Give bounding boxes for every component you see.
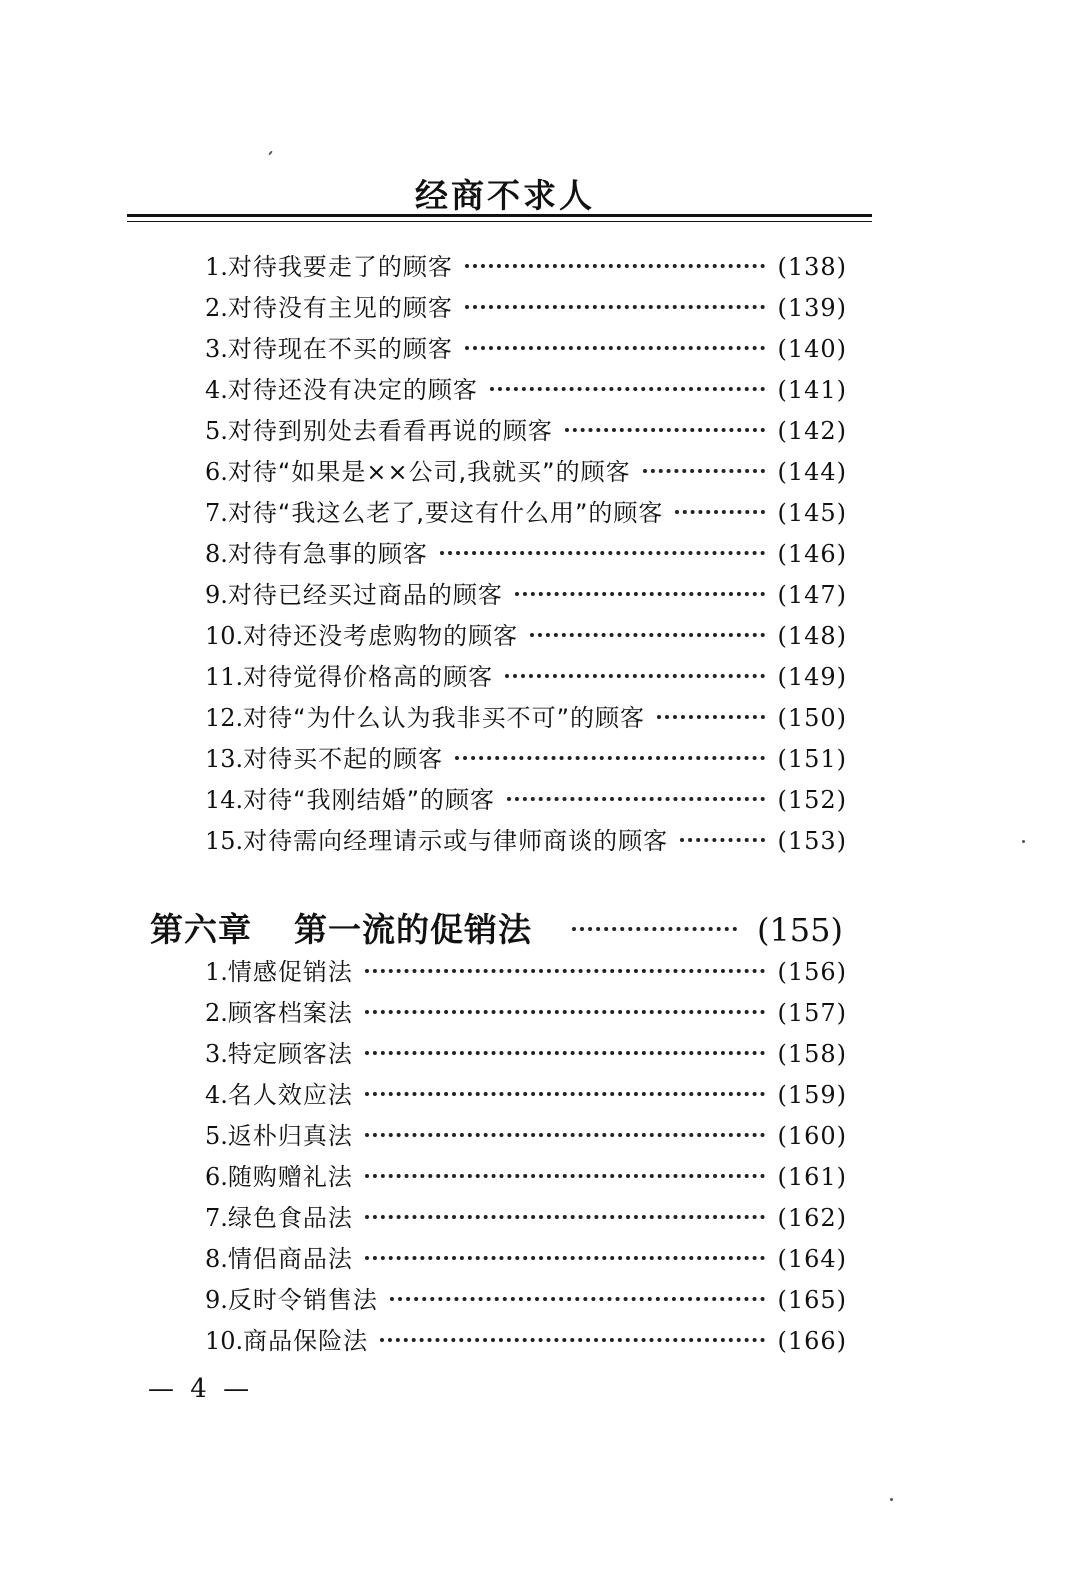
entry-number: 1. bbox=[205, 253, 228, 281]
dot-leader bbox=[657, 715, 765, 719]
toc-entry bbox=[205, 993, 847, 1034]
entry-number: 12. bbox=[205, 704, 244, 732]
dot-leader bbox=[565, 428, 766, 432]
entry-page-number: (149) bbox=[777, 663, 847, 691]
dot-leader bbox=[365, 1256, 766, 1260]
entry-page-number: (147) bbox=[777, 581, 847, 609]
entry-number: 8. bbox=[205, 1245, 228, 1273]
entry-page-number: (138) bbox=[777, 253, 847, 281]
toc-entry bbox=[205, 534, 847, 575]
toc-entry bbox=[205, 698, 847, 739]
scan-speck bbox=[268, 150, 273, 155]
toc-entry bbox=[205, 329, 847, 370]
entry-number: 10. bbox=[205, 622, 244, 650]
entry-number: 6. bbox=[205, 1163, 228, 1191]
toc-entry bbox=[205, 1075, 847, 1116]
toc-entry bbox=[205, 1321, 847, 1362]
entry-title: 对待觉得价格高的顾客 bbox=[243, 663, 494, 691]
toc-entry bbox=[205, 1239, 847, 1280]
entry-title: 反时令销售法 bbox=[227, 1286, 378, 1314]
entry-number: 3. bbox=[205, 335, 228, 363]
entry-page-number: (144) bbox=[777, 458, 847, 486]
entry-title: 对待买不起的顾客 bbox=[243, 745, 444, 773]
entry-page-number: (159) bbox=[777, 1081, 847, 1109]
dot-leader bbox=[675, 510, 765, 514]
entry-title: 对待已经买过商品的顾客 bbox=[227, 581, 503, 609]
entry-page-number: (151) bbox=[777, 745, 847, 773]
header-rule-thin bbox=[127, 221, 872, 222]
toc-entry bbox=[205, 780, 847, 821]
toc-entry bbox=[205, 821, 847, 862]
toc-entry bbox=[205, 739, 847, 780]
entry-title: 对待我要走了的顾客 bbox=[227, 253, 453, 281]
entry-page-number: (156) bbox=[777, 958, 847, 986]
entry-title: 对待到别处去看看再说的顾客 bbox=[227, 417, 553, 445]
entry-title: 返朴归真法 bbox=[227, 1122, 353, 1150]
scan-speck bbox=[890, 1498, 893, 1501]
entry-page-number: (165) bbox=[777, 1286, 847, 1314]
dot-leader bbox=[465, 264, 766, 268]
toc-entry bbox=[205, 1116, 847, 1157]
toc-entry bbox=[205, 1157, 847, 1198]
toc-entry bbox=[205, 452, 847, 493]
entry-title: 对待没有主见的顾客 bbox=[227, 294, 453, 322]
dot-leader bbox=[465, 346, 766, 350]
entry-page-number: (140) bbox=[777, 335, 847, 363]
entry-number: 2. bbox=[205, 999, 228, 1027]
dot-leader bbox=[365, 1051, 766, 1055]
entry-number: 1. bbox=[205, 958, 228, 986]
entry-number: 13. bbox=[205, 745, 244, 773]
entry-title: 名人效应法 bbox=[227, 1081, 353, 1109]
entry-title: 对待还没有决定的顾客 bbox=[227, 376, 478, 404]
entry-title: 对待现在不买的顾客 bbox=[227, 335, 453, 363]
chapter-label: 第六章 bbox=[150, 910, 252, 949]
dot-leader bbox=[365, 1174, 766, 1178]
entry-title: 对待有急事的顾客 bbox=[227, 540, 428, 568]
entry-title: 对待需向经理请示或与律师商谈的顾客 bbox=[243, 827, 669, 855]
page-number: — 4 — bbox=[148, 1374, 254, 1404]
dot-leader bbox=[390, 1297, 766, 1301]
entry-page-number: (161) bbox=[777, 1163, 847, 1191]
entry-page-number: (166) bbox=[777, 1327, 847, 1355]
dot-leader bbox=[572, 927, 737, 931]
entry-title: 随购赠礼法 bbox=[227, 1163, 353, 1191]
entry-number: 3. bbox=[205, 1040, 228, 1068]
entry-number: 5. bbox=[205, 1122, 228, 1150]
entry-page-number: (158) bbox=[777, 1040, 847, 1068]
entry-number: 9. bbox=[205, 581, 228, 609]
dot-leader bbox=[530, 633, 765, 637]
entry-number: 4. bbox=[205, 1081, 228, 1109]
entry-page-number: (160) bbox=[777, 1122, 847, 1150]
dot-leader bbox=[365, 1133, 766, 1137]
toc-entry bbox=[205, 616, 847, 657]
toc-chapter-entries bbox=[205, 952, 847, 1362]
toc-entry bbox=[205, 575, 847, 616]
dot-leader bbox=[490, 387, 766, 391]
entry-number: 7. bbox=[205, 499, 228, 527]
entry-page-number: (164) bbox=[777, 1245, 847, 1273]
chapter-title: 第一流的促销法 bbox=[294, 910, 532, 949]
entry-page-number: (150) bbox=[777, 704, 847, 732]
entry-page-number: (162) bbox=[777, 1204, 847, 1232]
toc-entry bbox=[205, 657, 847, 698]
entry-number: 8. bbox=[205, 540, 228, 568]
entry-number: 6. bbox=[205, 458, 228, 486]
entry-page-number: (139) bbox=[777, 294, 847, 322]
toc-entry bbox=[205, 1198, 847, 1239]
entry-title: 顾客档案法 bbox=[227, 999, 353, 1027]
dot-leader bbox=[365, 1092, 766, 1096]
entry-number: 7. bbox=[205, 1204, 228, 1232]
entry-title: 绿色食品法 bbox=[227, 1204, 353, 1232]
entry-page-number: (141) bbox=[777, 376, 847, 404]
toc-entry bbox=[205, 288, 847, 329]
toc-entry bbox=[205, 370, 847, 411]
dot-leader bbox=[505, 674, 765, 678]
dot-leader bbox=[680, 838, 765, 842]
entry-page-number: (153) bbox=[777, 827, 847, 855]
entry-page-number: (145) bbox=[777, 499, 847, 527]
entry-title: 情感促销法 bbox=[227, 958, 353, 986]
scan-speck bbox=[1022, 840, 1025, 843]
entry-title: 对待还没考虑购物的顾客 bbox=[243, 622, 519, 650]
toc-entry bbox=[205, 952, 847, 993]
dot-leader bbox=[643, 469, 766, 473]
dot-leader bbox=[465, 305, 766, 309]
dot-leader bbox=[365, 969, 766, 973]
entry-title: 对待“我这么老了,要这有什么用”的顾客 bbox=[227, 499, 664, 527]
dot-leader bbox=[365, 1215, 766, 1219]
entry-number: 5. bbox=[205, 417, 228, 445]
entry-number: 11. bbox=[205, 663, 244, 691]
entry-title: 商品保险法 bbox=[243, 1327, 369, 1355]
entry-page-number: (142) bbox=[777, 417, 847, 445]
entry-number: 4. bbox=[205, 376, 228, 404]
entry-number: 14. bbox=[205, 786, 244, 814]
entry-number: 9. bbox=[205, 1286, 228, 1314]
entry-number: 10. bbox=[205, 1327, 244, 1355]
entry-title: 对待“如果是××公司,我就买”的顾客 bbox=[227, 458, 631, 486]
toc-entry bbox=[205, 411, 847, 452]
toc-entry bbox=[205, 1034, 847, 1075]
toc-section-entries bbox=[205, 247, 847, 862]
dot-leader bbox=[455, 756, 765, 760]
toc-entry bbox=[205, 493, 847, 534]
entry-title: 对待“我刚结婚”的顾客 bbox=[243, 786, 496, 814]
entry-number: 15. bbox=[205, 827, 244, 855]
header-rule-thick bbox=[127, 214, 872, 217]
dot-leader bbox=[507, 797, 765, 801]
toc-entry bbox=[205, 1280, 847, 1321]
entry-title: 对待“为什么认为我非买不可”的顾客 bbox=[243, 704, 646, 732]
entry-page-number: (157) bbox=[777, 999, 847, 1027]
dot-leader bbox=[440, 551, 766, 555]
entry-page-number: (152) bbox=[777, 786, 847, 814]
chapter-page-number: (155) bbox=[756, 911, 843, 949]
entry-page-number: (146) bbox=[777, 540, 847, 568]
toc-entry bbox=[205, 247, 847, 288]
dot-leader bbox=[365, 1010, 766, 1014]
page-title: 经商不求人 bbox=[415, 176, 595, 215]
dot-leader bbox=[380, 1338, 765, 1342]
entry-number: 2. bbox=[205, 294, 228, 322]
chapter-heading bbox=[150, 904, 843, 951]
dot-leader bbox=[515, 592, 766, 596]
entry-title: 情侣商品法 bbox=[227, 1245, 353, 1273]
entry-page-number: (148) bbox=[777, 622, 847, 650]
entry-title: 特定顾客法 bbox=[227, 1040, 353, 1068]
